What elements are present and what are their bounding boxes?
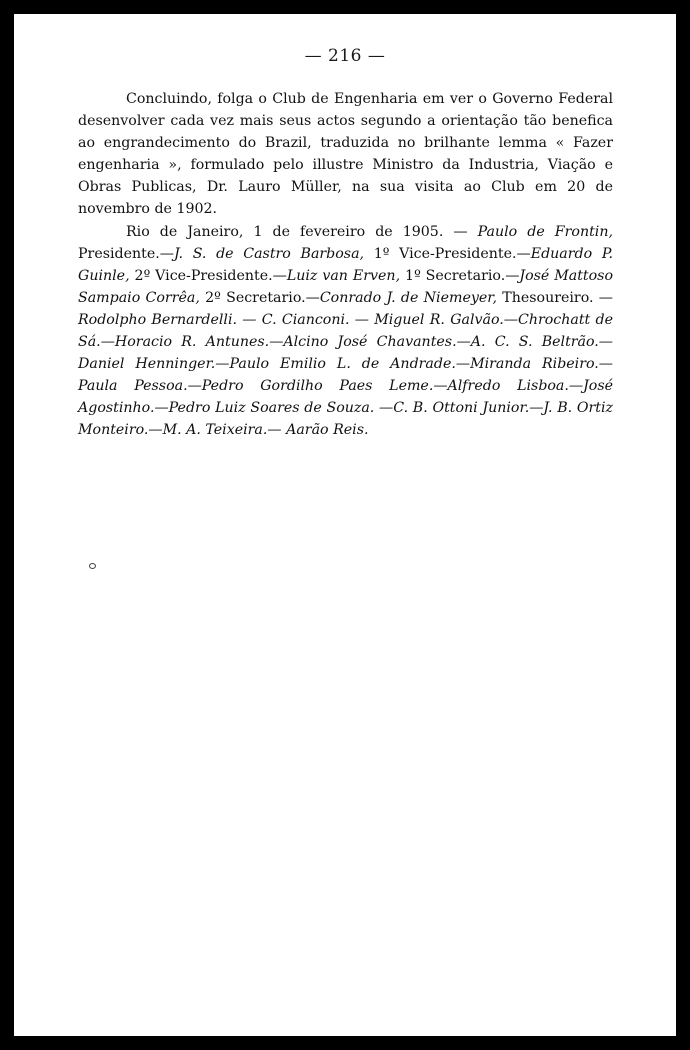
signatory-name: Luiz van Erven,	[286, 267, 401, 284]
signature-paragraph: Rio de Janeiro, 1 de fevereiro de 1905. — Paulo de Frontin, Presidente.—J. S. de Castro Barbosa, 1º Vice-Presidente.—Eduardo P. Guinle, 2º Vice-Presidente.—Luiz van Erven, 1º Secretario.—José Mattoso Sampaio Corrêa, 2º Secretario.—Conrado J. de Niemeyer, Thesoureiro. — Rodolpho Bernardelli. — C. Cianconi. — Miguel R. Galvão.—Chrochatt de Sá.—Horacio R. Antunes.—Alcino José Chavantes.—A. C. S. Beltrão.—Daniel Henninger.—Paulo Emilio L. de Andrade.—Miranda Ribeiro.—Paula Pessoa.—Pedro Gordilho Paes Leme.—Alfredo Lisboa.—José Agostinho.—Pedro Luiz Soares de Souza. —C. B. Ottoni Junior.—J. B. Ortiz Monteiro.—M. A. Teixeira.— Aarão Reis.	[78, 223, 613, 439]
place-and-date: Rio de Janeiro, 1 de fevereiro de 1905. —	[126, 223, 468, 240]
book-page	[14, 14, 676, 1036]
signatory-name: J. S. de Castro Barbosa,	[173, 245, 365, 262]
signatory-role: Presidente.	[78, 245, 160, 262]
signatory-name: Conrado J. de Niemeyer,	[319, 289, 497, 306]
signatory-name: Paulo de Frontin,	[477, 223, 613, 240]
signatory-role: 1º Vice-Presidente.	[364, 245, 517, 262]
signatory-role: Thesoureiro. —	[496, 289, 613, 306]
signatory-name: Eduardo P. Guinle,	[78, 245, 613, 284]
signatory-role: 2º Vice-Presidente.	[129, 267, 273, 284]
page-number: — 216 —	[304, 46, 386, 66]
conclusion-paragraph: Concluindo, folga o Club de Engenharia em ver o Governo Federal desenvolver cada vez mais seus actos segundo a orientação tão benefica ao engrandecimento do Brazil, traduzida no brilhante lemma « Fazer engenharia », formulado pelo illustre Ministro da Industria, Viação e Obras Publicas, Dr. Lauro Müller, na sua visita ao Club em 20 de novembro de 1902.	[78, 91, 613, 218]
signatory-role: 2º Secretario.	[199, 289, 306, 306]
signatory-role: 1º Secretario.	[400, 267, 506, 284]
signatory-names-list: Rodolpho Bernardelli. — C. Cianconi. — Miguel R. Galvão.—Chrochatt de Sá.—Horacio R. Antunes.—Alcino José Chavantes.—A. C. S. Beltrão.—Daniel Henninger.—Paulo Emilio L. de Andrade.—Miranda Ribeiro.—Paula Pessoa.—Pedro Gordilho Paes Leme.—Alfredo Lisboa.—José Agostinho.—Pedro Luiz Soares de Souza. —C. B. Ottoni Junior.—J. B. Ortiz Monteiro.—M. A. Teixeira.— Aarão Reis.	[78, 311, 613, 439]
signatory-name: José Mattoso Sampaio Corrêa,	[78, 267, 613, 306]
scan-speck	[89, 563, 96, 569]
body-text	[78, 88, 613, 442]
